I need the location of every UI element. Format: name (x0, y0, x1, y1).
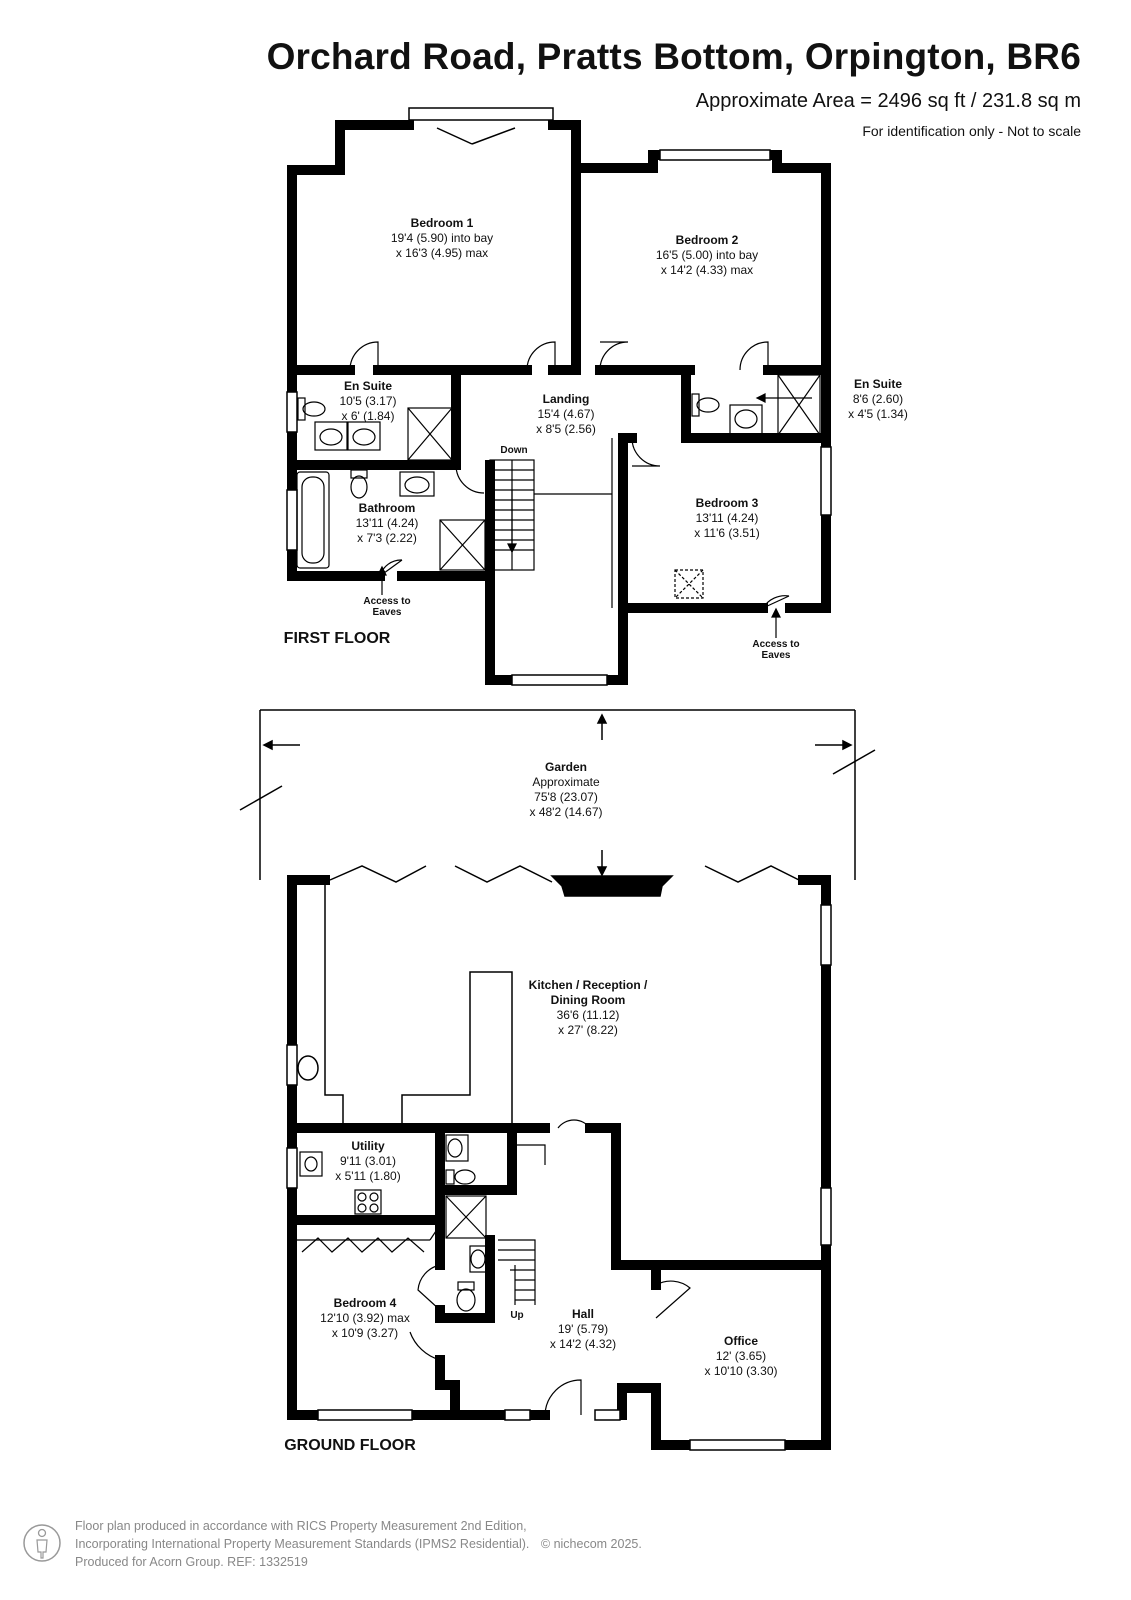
ensuite1-name: En Suite (343, 379, 393, 393)
eaves-access-2-line2: Eaves (761, 650, 791, 661)
first-floor-doors (350, 342, 789, 608)
bedroom1-dim2: x 16'3 (4.95) max (395, 246, 489, 260)
bathroom-dim2: x 7'3 (2.22) (357, 531, 417, 545)
footer-line2: Incorporating International Property Measurement Standards (IPMS2 Residential). (75, 1537, 530, 1551)
kitchen-dim2: x 27' (8.22) (558, 1023, 618, 1037)
hall-dim1: 19' (5.79) (557, 1322, 609, 1336)
kitchen-units (298, 880, 512, 1125)
utility-dim2: x 5'11 (1.80) (335, 1169, 401, 1183)
eaves-access-1-line1: Access to (363, 596, 411, 607)
garden-line3: x 48'2 (14.67) (529, 805, 603, 819)
bedroom4-dim2: x 10'9 (3.27) (331, 1326, 399, 1340)
ensuite2-dim1: 8'6 (2.60) (852, 392, 904, 406)
bedroom4-dim1: 12'10 (3.92) max (320, 1311, 410, 1325)
bathroom-name: Bathroom (358, 501, 416, 515)
approximate-area: Approximate Area = 2496 sq ft / 231.8 sq m (695, 90, 1081, 112)
utility-dim1: 9'11 (3.01) (339, 1154, 397, 1168)
bedroom1-dim1: 19'4 (5.90) into bay (390, 231, 494, 245)
garden-line1: Approximate (532, 775, 600, 789)
garden-name: Garden (544, 760, 588, 774)
office-dim1: 12' (3.65) (715, 1349, 767, 1363)
ensuite1-dim1: 10'5 (3.17) (339, 394, 397, 408)
first-floor-label: FIRST FLOOR (283, 630, 391, 647)
person-logo-icon (22, 1520, 62, 1566)
landing-name: Landing (542, 392, 590, 406)
kitchen-name-line1: Kitchen / Reception / (528, 978, 648, 992)
bedroom2-name: Bedroom 2 (675, 233, 739, 247)
disclaimer-note: For identification only - Not to scale (862, 123, 1081, 139)
footer-line2-row (75, 1535, 642, 1553)
landing-dim2: x 8'5 (2.56) (536, 422, 596, 436)
footer-line3: Produced for Acorn Group. REF: 1332519 (75, 1555, 308, 1569)
hall-name: Hall (571, 1307, 595, 1321)
bedroom1-name: Bedroom 1 (410, 216, 474, 230)
footer-copyright: © nichecom 2025. (540, 1537, 642, 1551)
bedroom4-name: Bedroom 4 (333, 1296, 397, 1310)
ensuite2-dim2: x 4'5 (1.34) (848, 407, 908, 421)
first-floor-stairs (490, 438, 612, 608)
landing-dim1: 15'4 (4.67) (537, 407, 595, 421)
ensuite2-name: En Suite (853, 377, 903, 391)
footer (75, 1517, 642, 1571)
bedroom3-dim2: x 11'6 (3.51) (694, 526, 760, 540)
bedroom2-dim2: x 14'2 (4.33) max (660, 263, 754, 277)
hall-dim2: x 14'2 (4.32) (549, 1337, 617, 1351)
utility-name: Utility (351, 1139, 385, 1153)
eaves-access-2-line1: Access to (752, 639, 800, 650)
office-dim2: x 10'10 (3.30) (704, 1364, 778, 1378)
bathroom-dim1: 13'11 (4.24) (355, 516, 419, 530)
bedroom3-dim1: 13'11 (4.24) (695, 511, 759, 525)
kitchen-dim1: 36'6 (11.12) (556, 1008, 620, 1022)
bedroom2-dim1: 16'5 (5.00) into bay (655, 248, 759, 262)
bedroom3-name: Bedroom 3 (695, 496, 759, 510)
ground-floor-label: GROUND FLOOR (284, 1437, 416, 1454)
garden-line2: 75'8 (23.07) (534, 790, 598, 804)
bedroom4-wardrobe (297, 1225, 440, 1252)
office-name: Office (723, 1334, 759, 1348)
kitchen-name-line2: Dining Room (550, 993, 626, 1007)
footer-line1: Floor plan produced in accordance with RICS Property Measurement 2nd Edition, (75, 1519, 527, 1533)
stairs-up-label: Up (510, 1310, 524, 1321)
ensuite1-dim2: x 6' (1.84) (341, 409, 395, 423)
eaves-access-1-line2: Eaves (372, 607, 402, 618)
page-title: Orchard Road, Pratts Bottom, Orpington, BR6 (266, 36, 1081, 77)
stairs-down-label: Down (500, 445, 528, 456)
